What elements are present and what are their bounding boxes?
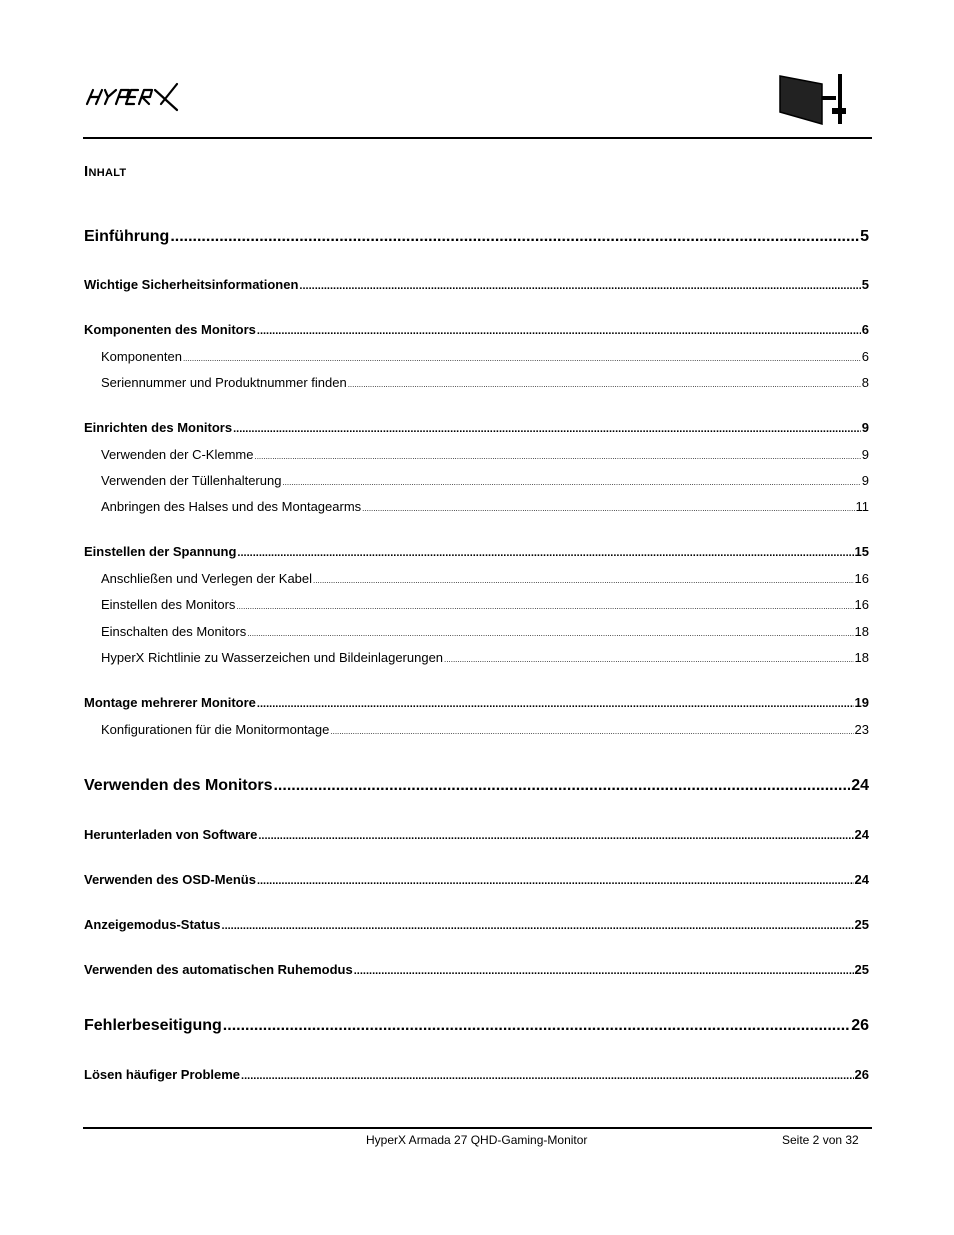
- toc-entry-title: Lösen häufiger Probleme: [84, 1067, 241, 1082]
- toc-entry-title: Herunterladen von Software: [84, 827, 258, 842]
- toc-dot-leader: [254, 452, 860, 461]
- toc-entry[interactable]: [84, 962, 869, 977]
- toc-dot-leader: [222, 920, 854, 932]
- toc-entry[interactable]: [84, 375, 869, 390]
- toc-entry-page: 25: [854, 917, 869, 932]
- toc-dot-leader: [258, 830, 853, 842]
- toc-entry[interactable]: [84, 722, 869, 737]
- toc-entry-title: Einschalten des Monitors: [101, 624, 247, 639]
- toc-entry-title: Montage mehrerer Monitore: [84, 695, 256, 710]
- toc-entry-title: Konfigurationen für die Monitormontage: [101, 722, 330, 737]
- toc-dot-leader: [354, 965, 854, 977]
- footer-divider: [83, 1127, 872, 1129]
- toc-entry-title: Verwenden des automatischen Ruhemodus: [84, 962, 353, 977]
- toc-dot-leader: [233, 423, 861, 435]
- toc-entry-page: 18: [854, 650, 869, 665]
- toc-dot-leader: [299, 280, 860, 292]
- toc-entry-title: Komponenten: [101, 349, 182, 364]
- toc-entry[interactable]: [84, 473, 869, 488]
- toc-entry[interactable]: [84, 571, 869, 586]
- toc-entry-page: 15: [854, 544, 869, 559]
- toc-entry[interactable]: [84, 872, 869, 887]
- toc-entry-page: 18: [854, 624, 869, 639]
- toc-entry-title: Anzeigemodus-Status: [84, 917, 221, 932]
- toc-dot-leader: [282, 478, 860, 487]
- toc-entry-page: 24: [854, 827, 869, 842]
- monitor-arm-icon: [778, 72, 854, 126]
- toc-entry[interactable]: [84, 777, 869, 795]
- toc-entry-title: HyperX Richtlinie zu Wasserzeichen und Bildeinlagerungen: [101, 650, 444, 665]
- toc-entry-page: 6: [861, 322, 869, 337]
- toc-entry[interactable]: [84, 597, 869, 612]
- toc-entry-page: 26: [854, 1067, 869, 1082]
- toc-dot-leader: [273, 777, 850, 795]
- toc-entry-title: Fehlerbeseitigung: [84, 1017, 222, 1034]
- toc-entry[interactable]: [84, 650, 869, 665]
- toc-entry-page: 9: [861, 473, 869, 488]
- hyperx-logo: [83, 80, 183, 112]
- toc-entry[interactable]: [84, 349, 869, 364]
- toc-entry-title: Anbringen des Halses und des Montagearms: [101, 499, 362, 514]
- footer-document-title: HyperX Armada 27 QHD-Gaming-Monitor: [366, 1133, 588, 1147]
- toc-dot-leader: [330, 727, 853, 736]
- toc-entry-page: 6: [861, 349, 869, 364]
- toc-entry[interactable]: [84, 624, 869, 639]
- toc-dot-leader: [348, 380, 861, 389]
- toc-entry-page: 23: [854, 722, 869, 737]
- toc-dot-leader: [362, 504, 854, 513]
- toc-entry-title: Einstellen der Spannung: [84, 544, 237, 559]
- toc-entry-page: 11: [855, 499, 869, 514]
- toc-dot-leader: [257, 875, 854, 887]
- toc-dot-leader: [444, 655, 853, 664]
- toc-entry[interactable]: [84, 544, 869, 559]
- toc-entry-page: 26: [851, 1017, 869, 1034]
- toc-entry-page: 8: [861, 375, 869, 390]
- toc-entry[interactable]: [84, 917, 869, 932]
- toc-dot-leader: [170, 228, 859, 246]
- header-divider: [83, 137, 872, 139]
- toc-entry[interactable]: [84, 277, 869, 292]
- toc-entry-title: Verwenden des OSD-Menüs: [84, 872, 256, 887]
- toc-entry-title: Einrichten des Monitors: [84, 420, 233, 435]
- toc-entry-page: 25: [854, 962, 869, 977]
- footer-page-number: Seite 2 von 32: [782, 1133, 859, 1147]
- toc-entry-title: Einstellen des Monitors: [101, 597, 236, 612]
- toc-entry-page: 5: [861, 277, 869, 292]
- toc-dot-leader: [257, 698, 854, 710]
- toc-entry-page: 24: [851, 777, 869, 794]
- toc-entry-title: Komponenten des Monitors: [84, 322, 256, 337]
- toc-dot-leader: [257, 325, 861, 337]
- toc-entry-page: 19: [854, 695, 869, 710]
- toc-entry-title: Seriennummer und Produktnummer finden: [101, 375, 347, 390]
- page-title: Inhalt: [84, 163, 127, 180]
- toc-dot-leader: [236, 602, 853, 611]
- toc-entry[interactable]: [84, 1017, 869, 1035]
- toc-entry-page: 24: [854, 872, 869, 887]
- toc-dot-leader: [247, 629, 853, 638]
- toc-entry-page: 9: [861, 420, 869, 435]
- toc-entry-title: Verwenden der Tüllenhalterung: [101, 473, 282, 488]
- toc-entry-page: 5: [860, 228, 869, 245]
- toc-entry-page: 9: [861, 447, 869, 462]
- toc-entry-title: Anschließen und Verlegen der Kabel: [101, 571, 313, 586]
- toc-entry[interactable]: [84, 827, 869, 842]
- toc-entry[interactable]: [84, 695, 869, 710]
- toc-entry[interactable]: [84, 420, 869, 435]
- toc-entry[interactable]: [84, 499, 869, 514]
- toc-dot-leader: [241, 1070, 853, 1082]
- toc-entry-title: Verwenden des Monitors: [84, 777, 273, 794]
- toc-dot-leader: [313, 576, 853, 585]
- page-header: [83, 68, 872, 140]
- toc-dot-leader: [183, 354, 861, 363]
- toc-entry[interactable]: [84, 322, 869, 337]
- toc-entry[interactable]: [84, 1067, 869, 1082]
- toc-entry-page: 16: [854, 571, 869, 586]
- toc-entry[interactable]: [84, 228, 869, 246]
- toc-entry[interactable]: [84, 447, 869, 462]
- toc-dot-leader: [223, 1017, 850, 1035]
- toc-entry-page: 16: [854, 597, 869, 612]
- toc-entry-title: Verwenden der C-Klemme: [101, 447, 254, 462]
- toc-dot-leader: [237, 547, 853, 559]
- toc-entry-title: Wichtige Sicherheitsinformationen: [84, 277, 299, 292]
- toc-entry-title: Einführung: [84, 228, 170, 245]
